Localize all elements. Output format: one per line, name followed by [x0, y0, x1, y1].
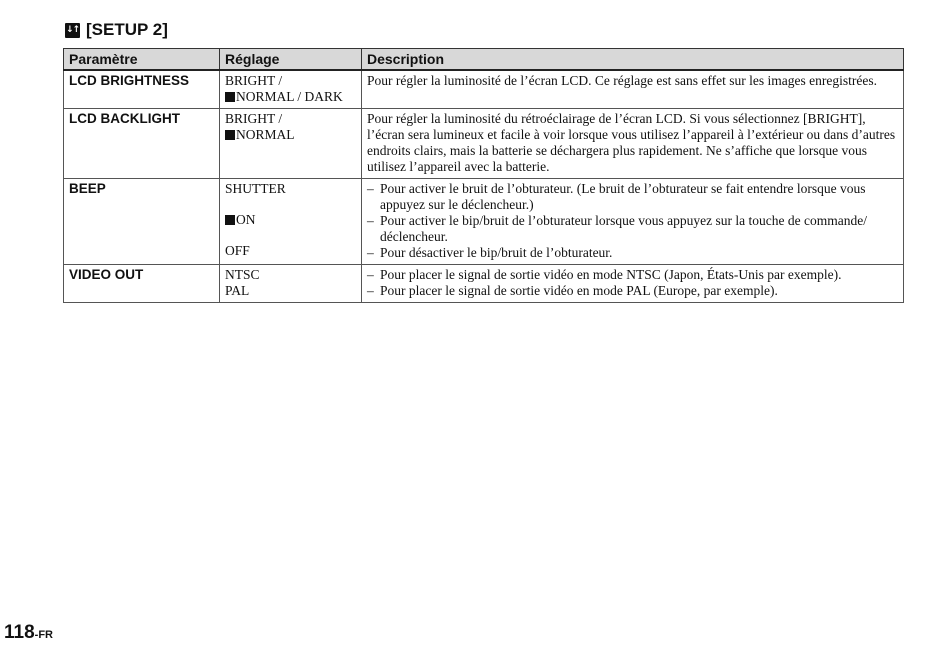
column-header-reglage: Réglage	[220, 49, 362, 71]
setup-icon: ↓↑	[65, 23, 80, 38]
default-square-icon	[225, 130, 235, 140]
setting-option: PAL	[225, 283, 250, 298]
description-cell	[362, 179, 904, 265]
param-cell: LCD BACKLIGHT	[64, 109, 220, 179]
param-cell: LCD BRIGHTNESS	[64, 70, 220, 109]
setting-option: OFF	[225, 243, 250, 258]
setting-option: BRIGHT /	[225, 111, 283, 126]
description-bullet: – Pour activer le bip/bruit de l’obturateur lorsque vous appuyez sur la touche de commande/ déclencheur.	[367, 213, 898, 245]
table-header-row	[64, 49, 904, 71]
section-title: [SETUP 2]	[86, 20, 168, 39]
column-header-description: Description	[362, 49, 904, 71]
setting-cell	[220, 179, 362, 265]
default-square-icon	[225, 92, 235, 102]
settings-table	[63, 48, 904, 303]
setting-option-default: NORMAL / DARK	[225, 89, 356, 105]
param-cell: BEEP	[64, 179, 220, 265]
table-row	[64, 70, 904, 109]
description-cell: Pour régler la luminosité de l’écran LCD. Ce réglage est sans effet sur les images enregistrées.	[362, 70, 904, 109]
setting-option: NTSC	[225, 267, 260, 282]
setting-option: SHUTTER	[225, 181, 286, 196]
description-bullet: – Pour activer le bruit de l’obturateur. (Le bruit de l’obturateur se fait entendre lorsque vous appuyez sur le déclencheur.)	[367, 181, 898, 213]
table-row	[64, 179, 904, 265]
description-bullet: – Pour placer le signal de sortie vidéo en mode NTSC (Japon, États-Unis par exemple).	[367, 267, 898, 283]
description-bullet: – Pour placer le signal de sortie vidéo en mode PAL (Europe, par exemple).	[367, 283, 898, 299]
description-bullet: – Pour désactiver le bip/bruit de l’obturateur.	[367, 245, 898, 261]
description-cell: Pour régler la luminosité du rétroéclairage de l’écran LCD. Si vous sélectionnez [BRIGHT], l’écran sera lumineux et facile à voir lorsque vous utilisez l’appareil à l’extérieur ou dans d’autres endroits clairs, mais la batterie se déchargera plus rapidement. Ne s’affiche que lorsque vous utilisez l’appareil avec la batterie.	[362, 109, 904, 179]
setting-option-default: ON	[225, 212, 356, 228]
table-row	[64, 109, 904, 179]
description-cell	[362, 265, 904, 303]
setting-cell	[220, 70, 362, 109]
default-square-icon	[225, 215, 235, 225]
column-header-parametre: Paramètre	[64, 49, 220, 71]
section-header	[65, 20, 168, 40]
setting-cell	[220, 109, 362, 179]
page-number: 118-FR	[4, 622, 53, 643]
setting-option-default: NORMAL	[225, 127, 356, 143]
setting-option: BRIGHT /	[225, 73, 283, 88]
param-cell: VIDEO OUT	[64, 265, 220, 303]
setting-cell	[220, 265, 362, 303]
table-row	[64, 265, 904, 303]
